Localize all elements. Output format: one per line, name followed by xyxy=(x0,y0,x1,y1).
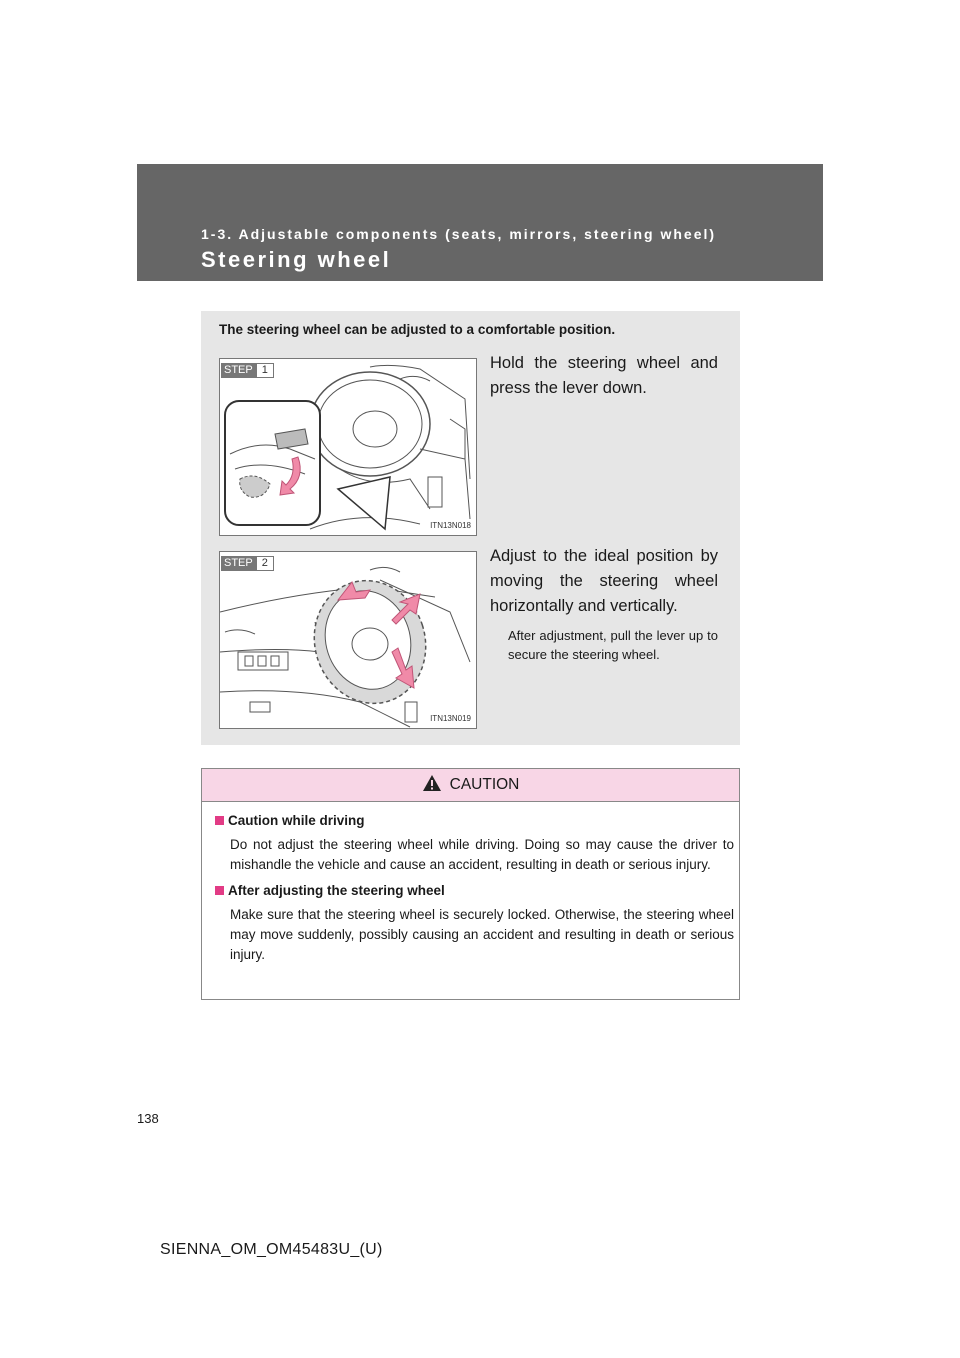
steering-lever-drawing xyxy=(220,359,477,536)
step-1-text: Hold the steering wheel and press the lever down. xyxy=(490,354,718,397)
caution-heading-text: After adjusting the steering wheel xyxy=(228,883,445,898)
caution-body xyxy=(215,813,734,973)
intro-text: The steering wheel can be adjusted to a comfortable position. xyxy=(219,322,616,337)
step-2-note: After adjustment, pull the lever up to secure the steering wheel. xyxy=(508,628,718,662)
step-2-badge xyxy=(221,556,274,571)
section-title: 1-3. Adjustable components (seats, mirrors, steering wheel) xyxy=(201,226,717,242)
step-1-badge xyxy=(221,363,274,378)
step-label: STEP xyxy=(221,556,256,571)
steering-adjust-drawing xyxy=(220,552,477,729)
caution-item-text: Do not adjust the steering wheel while driving. Doing so may cause the driver to mishandle the vehicle and cause an accident, resulting in death or serious injury. xyxy=(230,837,734,872)
instruction-box xyxy=(201,311,740,745)
step-number: 2 xyxy=(256,556,274,571)
step-2-text: Adjust to the ideal position by moving the steering wheel horizontally and vertically. xyxy=(490,547,718,615)
caution-header xyxy=(202,769,739,802)
document-id: SIENNA_OM_OM45483U_(U) xyxy=(160,1241,383,1258)
page-number: 138 xyxy=(137,1111,159,1126)
bullet-square-icon xyxy=(215,816,224,825)
step-2-illustration xyxy=(219,551,477,729)
caution-item-heading xyxy=(215,813,734,828)
step-1-illustration xyxy=(219,358,477,536)
caution-box xyxy=(201,768,740,1000)
bullet-square-icon xyxy=(215,886,224,895)
figure-code: ITN13N019 xyxy=(430,714,471,723)
caution-heading-text: Caution while driving xyxy=(228,813,365,828)
section-header xyxy=(137,164,823,281)
step-number: 1 xyxy=(256,363,274,378)
caution-item-heading xyxy=(215,883,734,898)
caution-item-text: Make sure that the steering wheel is securely locked. Otherwise, the steering wheel may move suddenly, possibly causing an accident and resulting in death or serious injury. xyxy=(230,907,734,962)
warning-triangle-icon xyxy=(422,774,442,797)
page-title: Steering wheel xyxy=(201,247,392,272)
step-label: STEP xyxy=(221,363,256,378)
caution-title: CAUTION xyxy=(449,776,520,793)
figure-code: ITN13N018 xyxy=(430,521,471,530)
